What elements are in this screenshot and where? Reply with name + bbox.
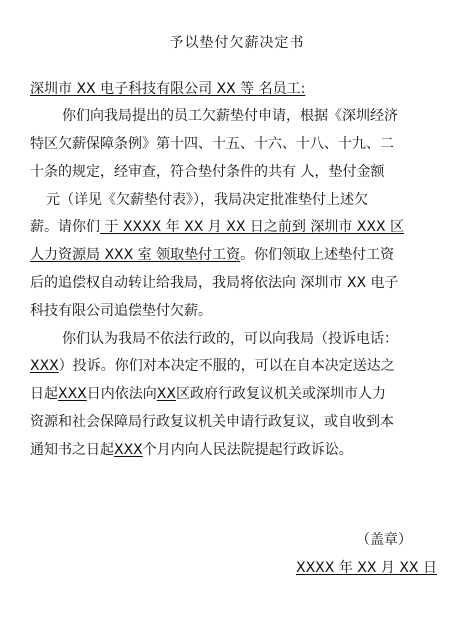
document-title: 予以垫付欠薪决定书 <box>169 35 305 51</box>
pickup-office: 人力资源局 XXX 室 领取垫付工资 <box>30 247 241 263</box>
addressee-line: 深圳市 XX 电子科技有限公司 XX 等 名员工: <box>30 81 306 97</box>
para2-line4: 资源和社会保障局行政复议机关申请行政复议，或自收到本 <box>30 414 394 430</box>
seal-label: （盖章） <box>356 532 412 548</box>
para2-line3 <box>30 385 386 403</box>
district-name: XX <box>156 386 176 402</box>
para1-line6-text: 。你们领取上述垫付工资 <box>240 247 395 263</box>
para2-line5-text-a: 通知书之日起 <box>30 442 114 458</box>
para1-line4: 元（详见《欠薪垫付表》），我局决定批准垫付上述欠 <box>46 192 368 208</box>
complaint-phone: XXX <box>30 358 59 374</box>
para1-line8: 科技有限公司追偿垫付欠薪。 <box>30 303 212 319</box>
para2-line5 <box>30 441 353 459</box>
para2-line3-text-b: 日内依法向 <box>86 386 157 402</box>
para1-line6 <box>30 246 394 264</box>
para2-line2-text: ）投诉。你们对本决定不服的，可以在自本决定送达之 <box>58 358 395 374</box>
issue-date: XXXX 年 XX 月 XX 日 <box>296 560 437 576</box>
lawsuit-months: XXX <box>114 442 143 458</box>
para1-line7: 后的追偿权自动转让给我局，我局将依法向 深圳市 XX 电子 <box>30 275 399 291</box>
deadline-location: 于 XXXX 年 XX 月 XX 日之前到 深圳市 XXX 区 <box>100 219 405 235</box>
para1-line5-text: 薪。请你们 <box>30 219 100 235</box>
para1-line3: 十条的规定，经审查，符合垫付条件的共有 人，垫付金额 <box>30 164 385 180</box>
para1-line2: 特区欠薪保障条例》第十四、十五、十六、十八、十九、二 <box>30 136 394 152</box>
para1-line1: 你们向我局提出的员工欠薪垫付申请，根据《深圳经济 <box>62 108 398 124</box>
para2-line1: 你们认为我局不依法行政的，可以向我局（投诉电话： <box>62 331 398 347</box>
review-days: XXX <box>58 386 87 402</box>
para1-line5 <box>30 218 404 236</box>
para2-line2 <box>30 357 395 375</box>
para2-line5-text-b: 个月内向人民法院提起行政诉讼。 <box>142 442 353 458</box>
para2-line3-text-c: 区政府行政复议机关或深圳市人力 <box>175 386 386 402</box>
para2-line3-text-a: 日起 <box>30 386 58 402</box>
